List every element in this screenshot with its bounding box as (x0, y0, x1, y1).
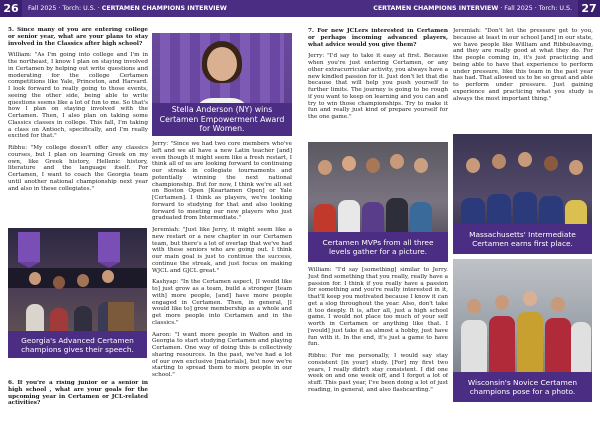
header-issue: Fall 2025 · Torch: U.S. · (28, 5, 100, 12)
left-column-right (152, 141, 292, 424)
question-6: 6. If you're a rising junior or a senior in high school , what are your goals for the upcoming year in Certamen or JCL-related activities? (8, 380, 148, 407)
head-shape (466, 158, 480, 173)
header-text (367, 5, 578, 12)
left-column-top (8, 27, 148, 223)
photo-stella-award (152, 33, 292, 136)
head-shape (467, 299, 481, 314)
answer-jeremiah: Jeremiah: "Don't let the pressure get to you, because at least in our school [and] in our state, we have people like William and Ribbuleaving, and they are really good at what they do. For the people coming in, it's just practicing and being able to have that experience to perform under pressure, like this team in the past year has had. That allowed us to be so great and able to perform under pressure. Just gaining experience and practicing what you study is always the most important thing." (453, 28, 593, 102)
head-shape (29, 272, 41, 285)
left-header (0, 0, 300, 17)
head-shape (102, 270, 114, 283)
left-column-bottom (8, 380, 148, 424)
photo-caption: Georgia's Advanced Certamen champions gives their speech. (8, 331, 147, 358)
photo-caption: Massachusetts' Intermediate Certamen earns first place. (453, 224, 592, 254)
answer-aaron: Aaron: "I want more people in Walton and in Georgia to start studying Certamen and playing Certamen. One way of doing this is collectively sharing resources. In the past, we've had a lot of our own exclusive [materials], but now we're starting to spread them to more people in our school." (152, 331, 292, 378)
page-number: 26 (0, 0, 22, 17)
head-shape (495, 295, 509, 310)
answer-william: William: "I'd say [something] similar to Jerry. Just find something that you really, really have a passion for. I think if you really have a passion for something and you're really interested in it, that'll keep you motivated because I know it can get a slog throughout the year. Also, don't take it too deeply. It is, after all, just a high school game. I would not place too much of your self worth in Certamen or anything like that. I [would] just take it as almost a hobby, just have fun with it. In the end, it's just a game to have fun. (308, 267, 448, 348)
head-shape (523, 291, 537, 306)
right-column-right-top (453, 28, 593, 132)
banner-shape (18, 232, 40, 262)
banner-shape (98, 232, 120, 262)
answer-jerry: Jerry: "Since we had two core members who've left and we all have a new Latin teacher [and] even though it might seem like a fresh restart, I think all of us are looking forward to continuing our streak in collegiate tournaments and potentially winning the next national championship. But for now, I think we're all set on Boston Open [Keartamen Open] or Yale [Certamen]. I think as players, we're looking forward to studying for that and also looking forward to meeting our new players who just graduated from Intermediate." (152, 141, 292, 222)
head-shape (544, 156, 558, 171)
question-5: 5. Since many of you are entering college or senior year, what are your plans to stay involved in the Classics after high school? (8, 27, 148, 47)
head-shape (77, 274, 89, 287)
right-page (300, 0, 600, 427)
right-column-left-bottom (308, 267, 448, 424)
right-header (300, 0, 600, 17)
photo-caption: Wisconsin's Novice Certamen champions pose for a photo. (453, 372, 592, 402)
head-shape (414, 158, 428, 173)
photo-massachusetts (453, 134, 592, 254)
photo-georgia-speech (8, 228, 147, 358)
right-column-left-top (308, 28, 448, 140)
head-shape (390, 154, 404, 169)
photo-mvps (308, 142, 448, 262)
answer-william: William: "As I'm going into college and I'm in the northeast, I know I plan on staying involved in Certamen by helping out write questions and moderating for the college Certamen competitions like Yale, Princeton, and Harvard. I look forward to really going to those events, seeing the other side, being able to write questions seems like a lot of fun to me. So that's how I plan on staying involved with the Certamen. Then, I also plan on taking some Classics classes in college. This fall, I'm taking a class on Antioch, specifically, and I'm really excited for that." (8, 52, 148, 140)
photo-caption: Stella Anderson (NY) wins Certamen Empowerment Award for Women. (152, 103, 292, 136)
head-shape (366, 158, 380, 173)
header-text (22, 5, 233, 12)
answer-kashyap: Kashyap: "In the Certamen aspect, [I would like to] just grow as a team, build a stronger [team with] more people, [and] have more people engaged in Certamen. Then, in general, [I would like to] grow membership as a whole and get more people into Certamen and in the classics." (152, 279, 292, 326)
photo-wisconsin (453, 259, 592, 402)
header-title: CERTAMEN CHAMPIONS INTERVIEW (373, 5, 499, 12)
answer-ribhu: Ribhu: For me personally, I would say stay consistent [in your] study. [For] my first two years, I really didn't stay consistent. I did one week on and one week off, and I forgot a lot of stuff. This past year, I've been doing a lot of just reading, in general, and also flashcarding." (308, 353, 448, 393)
answer-jerry: Jerry: "I'd say to take it easy at first. Because when you're just entering Certamen, or any other extracurricular activity, you always have a new kindled passion for it. Just don't let that die because that will help you push yourself to further limits. The journey is going to be rough if you want to keep on learning and you can and try to win those championships. Try to make it fun and really just kind of prepare yourself for the one game." (308, 53, 448, 120)
head-shape (518, 152, 532, 167)
head-shape (342, 156, 356, 171)
answer-jeremiah: Jeremiah: "Just like Jerry, it might seem like a new restart or a new chapter in our Certamen team, but there's a lot of overlap that we've had with these seniors who are going out. I think our main goal is just to continue the success, continue the streak, and just focus on making WJCL and GJCL great." (152, 227, 292, 274)
photo-caption: Certamen MVPs from all three levels gather for a picture. (308, 232, 448, 262)
answer-ribhu: Ribhu: "My college doesn't offer any classics courses, but I plan on learning Greek on my own, like Greek history, Hellenic history, literature and the language itself. For Certamen, I want to coach the Georgia team until another national championship next year and also in these collegiates." (8, 145, 148, 192)
head-shape (551, 297, 565, 312)
head-shape (53, 276, 65, 289)
head-shape (207, 47, 237, 81)
question-7: 7. For new JCLers interested in Certamen or perhaps incoming advanced players, what advice would you give them? (308, 28, 448, 48)
head-shape (569, 160, 583, 175)
header-issue: · Fall 2025 · Torch: U.S. (500, 5, 572, 12)
header-title: CERTAMEN CHAMPIONS INTERVIEW (101, 5, 227, 12)
head-shape (492, 154, 506, 169)
head-shape (318, 160, 332, 175)
page-number: 27 (578, 0, 600, 17)
